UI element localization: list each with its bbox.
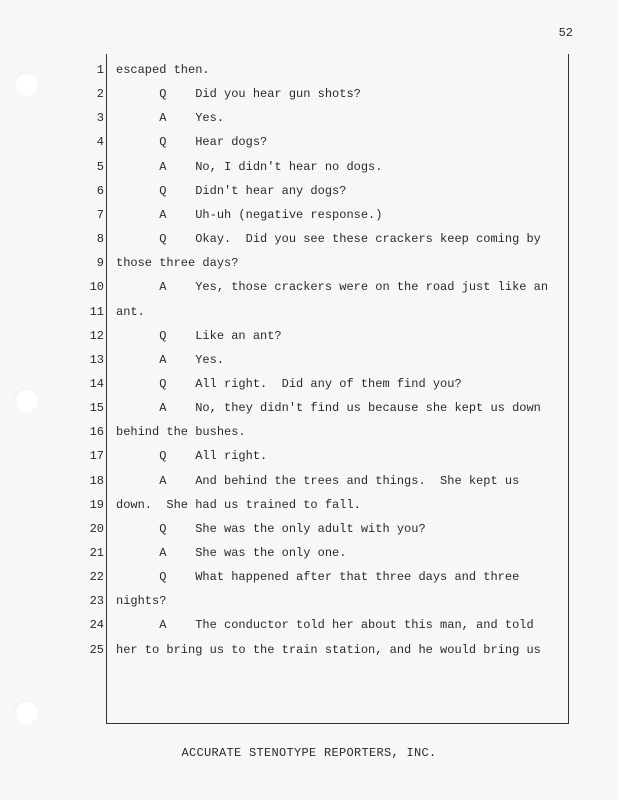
page-number: 52 bbox=[558, 26, 573, 40]
transcript-line: Q Hear dogs? bbox=[116, 135, 268, 149]
binder-hole-top bbox=[14, 72, 38, 96]
transcript-line: her to bring us to the train station, and he would bring us bbox=[116, 643, 541, 657]
line-number: 9 bbox=[96, 256, 104, 270]
line-number: 15 bbox=[89, 401, 104, 415]
line-number: 20 bbox=[89, 522, 104, 536]
transcript-line: Q All right. bbox=[116, 449, 268, 463]
line-number: 17 bbox=[89, 449, 104, 463]
transcript-line: Q Did you hear gun shots? bbox=[116, 87, 361, 101]
line-number: 2 bbox=[96, 87, 104, 101]
line-number: 16 bbox=[89, 425, 104, 439]
line-number: 19 bbox=[89, 498, 104, 512]
transcript-line: those three days? bbox=[116, 256, 239, 270]
transcript-line: Q She was the only adult with you? bbox=[116, 522, 426, 536]
transcript-line: A The conductor told her about this man, and told bbox=[116, 618, 534, 632]
line-number: 8 bbox=[96, 232, 104, 246]
line-number: 22 bbox=[89, 570, 104, 584]
transcript-line: nights? bbox=[116, 594, 167, 608]
transcript-line: Q Like an ant? bbox=[116, 329, 282, 343]
transcript-line: A And behind the trees and things. She kept us bbox=[116, 474, 520, 488]
line-number: 11 bbox=[89, 305, 104, 319]
line-number: 4 bbox=[96, 135, 104, 149]
line-number: 5 bbox=[96, 160, 104, 174]
transcript-line: Q What happened after that three days and three bbox=[116, 570, 520, 584]
transcript-line: Q Didn't hear any dogs? bbox=[116, 184, 347, 198]
binder-hole-middle bbox=[14, 388, 38, 412]
transcript-line: A She was the only one. bbox=[116, 546, 347, 560]
transcript-line: Q Okay. Did you see these crackers keep coming by bbox=[116, 232, 541, 246]
transcript-line: down. She had us trained to fall. bbox=[116, 498, 361, 512]
transcript-line: A Yes. bbox=[116, 353, 225, 367]
binder-hole-bottom bbox=[14, 700, 38, 724]
transcript-line: A Yes. bbox=[116, 111, 225, 125]
line-number: 24 bbox=[89, 618, 104, 632]
transcript-line: A Uh-uh (negative response.) bbox=[116, 208, 383, 222]
line-number: 12 bbox=[89, 329, 104, 343]
transcript-line: A No, they didn't find us because she kept us down bbox=[116, 401, 541, 415]
transcript-line: Q All right. Did any of them find you? bbox=[116, 377, 462, 391]
transcript-line: ant. bbox=[116, 305, 145, 319]
line-number: 21 bbox=[89, 546, 104, 560]
line-number: 18 bbox=[89, 474, 104, 488]
transcript-line: A No, I didn't hear no dogs. bbox=[116, 160, 383, 174]
line-number: 7 bbox=[96, 208, 104, 222]
transcript-line: behind the bushes. bbox=[116, 425, 246, 439]
line-number: 13 bbox=[89, 353, 104, 367]
transcript-line: escaped then. bbox=[116, 63, 210, 77]
line-number: 10 bbox=[89, 280, 104, 294]
line-number: 3 bbox=[96, 111, 104, 125]
reporter-footer: ACCURATE STENOTYPE REPORTERS, INC. bbox=[181, 746, 437, 760]
line-number: 14 bbox=[89, 377, 104, 391]
line-number: 6 bbox=[96, 184, 104, 198]
line-number: 23 bbox=[89, 594, 104, 608]
line-number: 25 bbox=[89, 643, 104, 657]
line-number: 1 bbox=[96, 63, 104, 77]
transcript-line: A Yes, those crackers were on the road just like an bbox=[116, 280, 549, 294]
